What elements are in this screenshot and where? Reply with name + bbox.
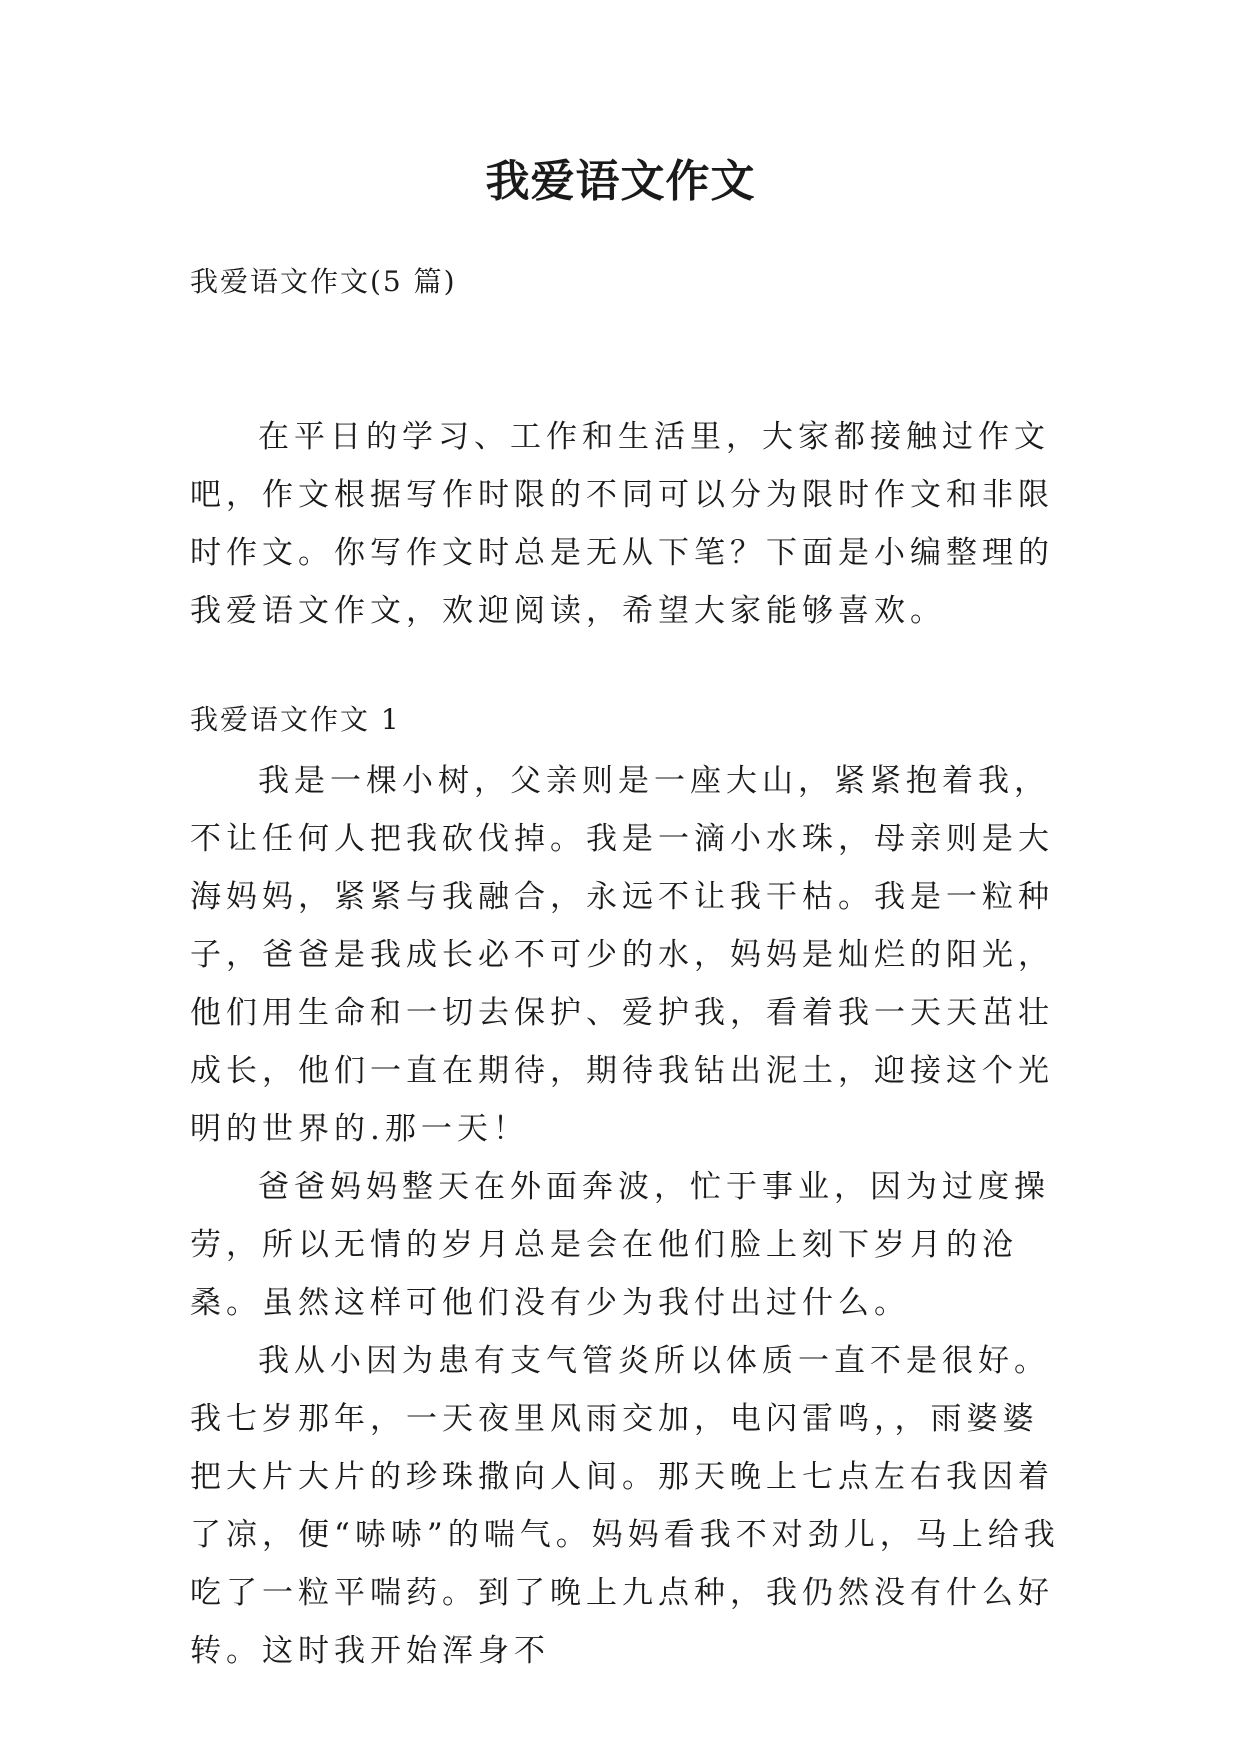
body-paragraph: 爸爸妈妈整天在外面奔波，忙于事业，因为过度操劳，所以无情的岁月总是会在他们脸上刻下岁月的沧桑。虽然这样可他们没有少为我付出过什么。 bbox=[190, 1169, 1050, 1321]
document-title: 我爱语文作文 bbox=[485, 156, 756, 207]
body-paragraph: 我从小因为患有支气管炎所以体质一直不是很好。我七岁那年，一天夜里风雨交加，电闪雷鸣，，雨婆婆把大片大片的珍珠撒向人间。那天晚上七点左右我因着了凉，便“哧哧”的喘气。妈妈看我不对劲儿，马上给我吃了一粒平喘药。到了晚上九点种，我仍然没有什么好转。这时我开始浑身不 bbox=[190, 1343, 1060, 1669]
section-body bbox=[190, 752, 1070, 1680]
intro-paragraph: 在平日的学习、工作和生活里，大家都接触过作文吧，作文根据写作时限的不同可以分为限时作文和非限时作文。你写作文时总是无从下笔？下面是小编整理的我爱语文作文，欢迎阅读，希望大家能够喜欢。 bbox=[190, 419, 1054, 629]
section-heading: 我爱语文作文 1 bbox=[190, 703, 401, 736]
document-subtitle: 我爱语文作文(5 篇) bbox=[190, 265, 457, 298]
body-paragraph: 我是一棵小树，父亲则是一座大山，紧紧抱着我，不让任何人把我砍伐掉。我是一滴小水珠，母亲则是大海妈妈，紧紧与我融合，永远不让我干枯。我是一粒种子，爸爸是我成长必不可少的水，妈妈是灿烂的阳光，他们用生命和一切去保护、爱护我，看着我一天天茁壮成长，他们一直在期待，期待我钻出泥土，迎接这个光明的世界的.那一天！ bbox=[190, 763, 1054, 1147]
